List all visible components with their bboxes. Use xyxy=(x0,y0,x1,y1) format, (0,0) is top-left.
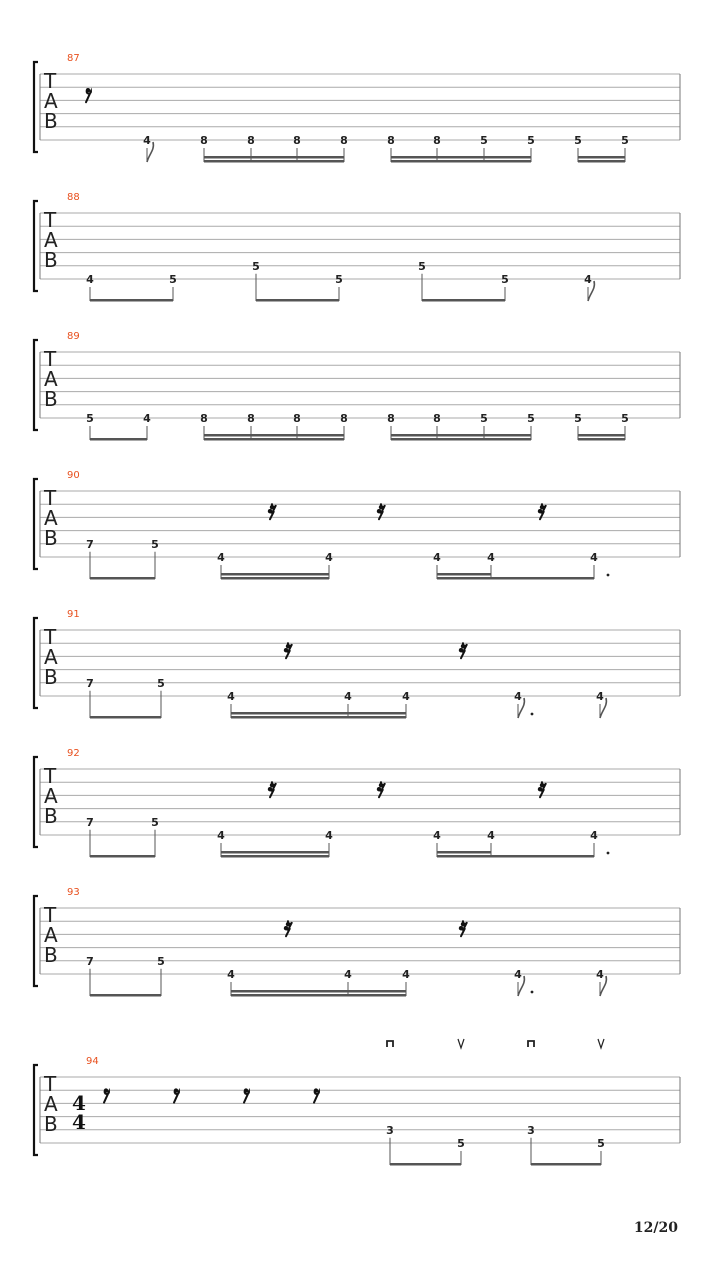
beam xyxy=(221,851,329,854)
fret-number: 8 xyxy=(340,134,348,147)
rest-dot-head xyxy=(284,648,288,652)
beam xyxy=(437,577,491,580)
tab-clef-letter: B xyxy=(44,387,58,411)
beam xyxy=(221,573,329,576)
beam xyxy=(204,438,344,441)
beam xyxy=(204,160,344,163)
fret-number: 4 xyxy=(514,968,522,981)
rest-dot-head xyxy=(270,783,274,787)
beam xyxy=(578,156,625,159)
beam xyxy=(531,1163,601,1166)
beam xyxy=(390,1163,461,1166)
fret-number: 5 xyxy=(527,412,535,425)
tab-clef-letter: A xyxy=(44,923,58,947)
fret-number: 7 xyxy=(86,954,94,968)
beam xyxy=(90,855,155,858)
rest-dot-head xyxy=(459,648,463,652)
measure-number: 93 xyxy=(67,887,80,898)
fret-number: 4 xyxy=(487,829,495,842)
beam xyxy=(231,716,406,719)
fret-number: 8 xyxy=(387,412,395,425)
rest-dot-head xyxy=(461,644,465,648)
fret-number: 4 xyxy=(86,273,94,286)
fret-number: 8 xyxy=(293,412,301,425)
fret-number: 4 xyxy=(402,968,410,981)
rest-dot-head xyxy=(540,505,544,509)
system-88 xyxy=(34,192,680,302)
rest-dot-head xyxy=(540,783,544,787)
system-bracket xyxy=(34,757,38,847)
fret-number: 5 xyxy=(457,1137,465,1150)
system-bracket xyxy=(34,1065,38,1155)
beam xyxy=(90,994,161,997)
downstroke-icon xyxy=(387,1041,393,1047)
tab-clef-letter: T xyxy=(44,903,57,927)
fret-number: 5 xyxy=(501,273,509,286)
system-87 xyxy=(34,53,680,163)
fret-number: 4 xyxy=(433,829,441,842)
upstroke-icon xyxy=(458,1039,464,1048)
fret-number: 4 xyxy=(590,551,598,564)
fret-number: 5 xyxy=(480,412,488,425)
fret-number: 4 xyxy=(325,829,333,842)
tab-clef-letter: A xyxy=(44,1092,58,1116)
fret-number: 8 xyxy=(200,134,208,147)
beam xyxy=(256,299,339,302)
fret-number: 7 xyxy=(86,537,94,551)
fret-number: 3 xyxy=(527,1123,535,1137)
fret-number: 4 xyxy=(227,968,235,981)
rest-dot-head xyxy=(286,644,290,648)
system-bracket xyxy=(34,896,38,986)
measure-number: 87 xyxy=(67,53,80,64)
fret-number: 4 xyxy=(584,273,592,286)
rest-dot-head xyxy=(538,787,542,791)
fret-number: 4 xyxy=(487,551,495,564)
beam xyxy=(90,438,147,441)
beam xyxy=(437,855,491,858)
fret-number: 4 xyxy=(325,551,333,564)
tab-clef-letter: B xyxy=(44,526,58,550)
fret-number: 7 xyxy=(86,676,94,690)
fret-number: 7 xyxy=(86,815,94,829)
tab-clef-letter: T xyxy=(44,486,57,510)
rest-dot-head xyxy=(104,1088,108,1092)
dot xyxy=(607,852,610,855)
beam xyxy=(204,434,344,437)
rest-dot-head xyxy=(86,88,90,92)
system-94 xyxy=(34,1039,680,1166)
fret-number: 8 xyxy=(247,412,255,425)
beam xyxy=(231,712,406,715)
tab-clef-letter: B xyxy=(44,665,58,689)
page-number: 12/20 xyxy=(633,1220,678,1236)
fret-number: 5 xyxy=(151,537,159,551)
rest-dot-head xyxy=(270,505,274,509)
fret-number: 5 xyxy=(621,412,629,425)
beam xyxy=(204,156,344,159)
dot xyxy=(531,713,534,716)
fret-number: 4 xyxy=(217,551,225,564)
rest-dot-head xyxy=(538,509,542,513)
upstroke-icon xyxy=(598,1039,604,1048)
fret-number: 5 xyxy=(597,1137,605,1150)
dot xyxy=(531,991,534,994)
system-bracket xyxy=(34,479,38,569)
rest-dot-head xyxy=(268,509,272,513)
beam xyxy=(578,438,625,441)
rest-dot-head xyxy=(377,787,381,791)
rest-dot-head xyxy=(459,926,463,930)
fret-number: 4 xyxy=(590,829,598,842)
fret-number: 5 xyxy=(169,273,177,286)
tab-clef-letter: T xyxy=(44,764,57,788)
system-90 xyxy=(34,470,680,580)
fret-number: 5 xyxy=(480,134,488,147)
fret-number: 5 xyxy=(621,134,629,147)
fret-number: 4 xyxy=(143,134,151,147)
tab-clef-letter: A xyxy=(44,506,58,530)
beam xyxy=(437,573,491,576)
rest-dot-head xyxy=(314,1088,318,1092)
rest-dot-head xyxy=(377,509,381,513)
fret-number: 8 xyxy=(387,134,395,147)
fret-number: 4 xyxy=(402,690,410,703)
fret-number: 4 xyxy=(217,829,225,842)
fret-number: 8 xyxy=(340,412,348,425)
fret-number: 5 xyxy=(574,134,582,147)
beam xyxy=(231,994,406,997)
fret-number: 4 xyxy=(433,551,441,564)
tab-clef-letter: T xyxy=(44,625,57,649)
beam xyxy=(231,990,406,993)
beam xyxy=(422,299,505,302)
system-93 xyxy=(34,887,680,997)
tab-clef-letter: A xyxy=(44,228,58,252)
tab-clef-letter: B xyxy=(44,943,58,967)
fret-number: 4 xyxy=(596,690,604,703)
rest-dot-head xyxy=(286,922,290,926)
fret-number: 5 xyxy=(335,273,343,286)
tab-clef-letter: B xyxy=(44,109,58,133)
fret-number: 8 xyxy=(433,134,441,147)
measure-number: 88 xyxy=(67,192,80,203)
fret-number: 5 xyxy=(157,676,165,690)
fret-number: 3 xyxy=(386,1123,394,1137)
fret-number: 8 xyxy=(433,412,441,425)
system-bracket xyxy=(34,201,38,291)
beam xyxy=(391,434,531,437)
beam xyxy=(578,160,625,163)
fret-number: 5 xyxy=(86,412,94,425)
beam xyxy=(491,855,594,858)
fret-number: 4 xyxy=(344,968,352,981)
rest-dot-head xyxy=(379,505,383,509)
system-91 xyxy=(34,609,680,719)
rest-dot-head xyxy=(268,787,272,791)
rest-dot-head xyxy=(284,926,288,930)
fret-number: 5 xyxy=(418,259,426,273)
beam xyxy=(391,156,531,159)
time-signature-top: 4 xyxy=(72,1091,86,1115)
fret-number: 5 xyxy=(527,134,535,147)
fret-number: 4 xyxy=(596,968,604,981)
tab-clef-letter: T xyxy=(44,347,57,371)
fret-number: 5 xyxy=(252,259,260,273)
beam xyxy=(491,577,594,580)
tab-clef-letter: A xyxy=(44,784,58,808)
system-bracket xyxy=(34,340,38,430)
time-signature-bottom: 4 xyxy=(72,1110,86,1134)
beam xyxy=(90,716,161,719)
beam xyxy=(221,577,329,580)
measure-number: 89 xyxy=(67,331,80,342)
fret-number: 5 xyxy=(157,954,165,968)
rest-dot-head xyxy=(461,922,465,926)
system-89 xyxy=(34,331,680,441)
measure-number: 92 xyxy=(67,748,80,759)
tab-clef-letter: B xyxy=(44,1112,58,1136)
tab-clef-letter: A xyxy=(44,89,58,113)
dot xyxy=(607,574,610,577)
beam xyxy=(391,438,531,441)
rest-dot-head xyxy=(379,783,383,787)
tab-clef-letter: A xyxy=(44,645,58,669)
fret-number: 4 xyxy=(514,690,522,703)
rest-dot-head xyxy=(244,1088,248,1092)
tab-clef-letter: T xyxy=(44,69,57,93)
tab-clef-letter: B xyxy=(44,804,58,828)
fret-number: 8 xyxy=(200,412,208,425)
beam xyxy=(437,851,491,854)
measure-number: 94 xyxy=(86,1056,99,1067)
system-bracket xyxy=(34,62,38,152)
tab-clef-letter: A xyxy=(44,367,58,391)
fret-number: 8 xyxy=(247,134,255,147)
measure-number: 91 xyxy=(67,609,80,620)
system-bracket xyxy=(34,618,38,708)
fret-number: 5 xyxy=(151,815,159,829)
system-92 xyxy=(34,748,680,858)
rest-dot-head xyxy=(174,1088,178,1092)
fret-number: 8 xyxy=(293,134,301,147)
beam xyxy=(221,855,329,858)
tab-clef-letter: B xyxy=(44,248,58,272)
beam xyxy=(391,160,531,163)
beam xyxy=(90,299,173,302)
measure-number: 90 xyxy=(67,470,80,481)
beam xyxy=(90,577,155,580)
fret-number: 4 xyxy=(344,690,352,703)
fret-number: 5 xyxy=(574,412,582,425)
fret-number: 4 xyxy=(227,690,235,703)
tab-clef-letter: T xyxy=(44,1072,57,1096)
fret-number: 4 xyxy=(143,412,151,425)
beam xyxy=(578,434,625,437)
tab-clef-letter: T xyxy=(44,208,57,232)
downstroke-icon xyxy=(528,1041,534,1047)
